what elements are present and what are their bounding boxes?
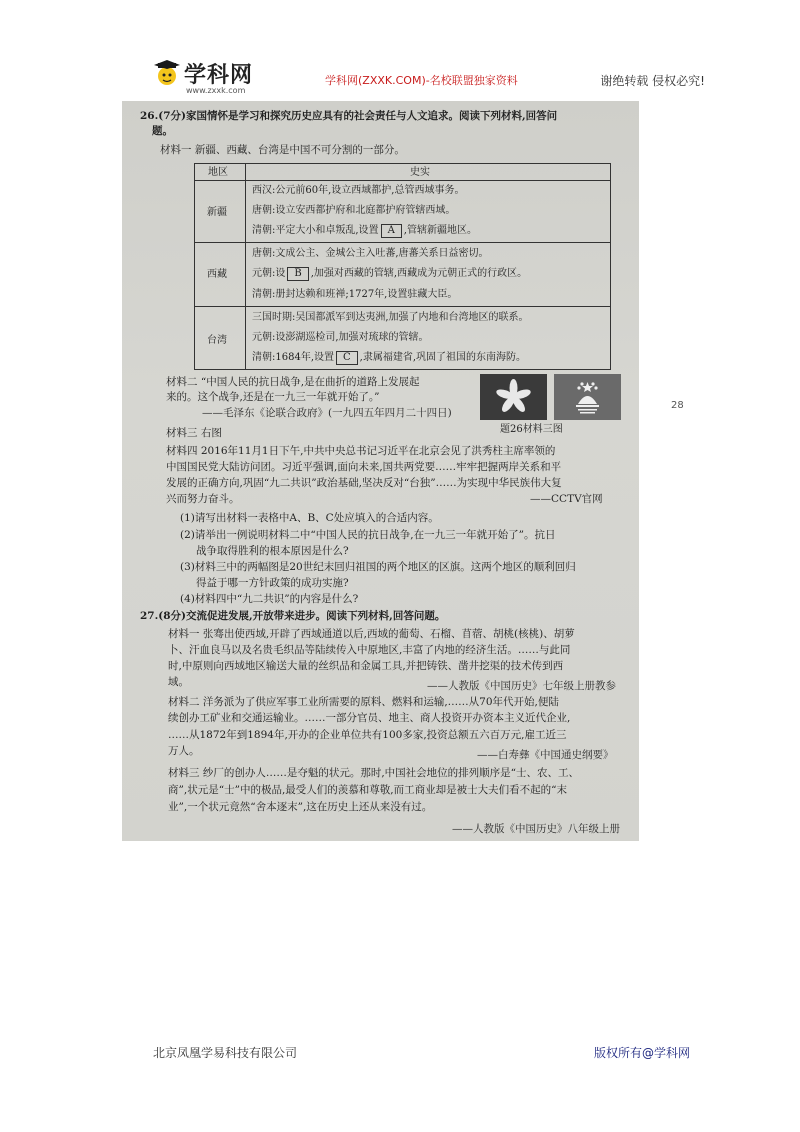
q26-material1-intro: 材料一 新疆、西藏、台湾是中国不可分割的一部分。 [160, 144, 405, 156]
q27-material1-source: ——人教版《中国历史》七年级上册教参 [427, 680, 616, 692]
page-header [150, 52, 705, 102]
q26-sub3-cont: 得益于哪一方针政策的成功实施? [196, 577, 349, 589]
table-fact-with-blank: 清朝:1684年,设置 C ,隶属福建省,巩固了祖国的东南海防。 [252, 352, 527, 363]
table-fact-with-blank: 元朝:设 B ,加强对西藏的管辖,西藏成为元朝正式的行政区。 [252, 268, 528, 279]
q26-title-line2: 题。 [152, 125, 173, 137]
q27-material1-line: 时,中原则向西域地区输送大量的丝织品和金属工具,并把铸铁、凿井挖渠的技术传到西 [168, 660, 564, 672]
table-fact: 元朝:设澎湖巡检司,加强对琉球的管辖。 [252, 332, 429, 343]
flags-caption: 题26材料三图 [500, 424, 563, 435]
blank-box-a: A [381, 224, 402, 238]
table-fact-with-blank: 清朝:平定大小和卓叛乱,设置 A ,管辖新疆地区。 [252, 225, 477, 236]
q26-sub1: (1)请写出材料一表格中A、B、C处应填入的合适内容。 [180, 512, 439, 524]
table-region-taiwan: 台湾 [207, 335, 227, 346]
footer-copyright: 版权所有@学科网 [594, 1046, 691, 1060]
header-right-text: 谢绝转载 侵权必究! [600, 74, 705, 88]
logo-text: 学科网 [184, 62, 254, 88]
q26-sub3: (3)材料三中的两幅图是20世纪末回归祖国的两个地区的区旗。这两个地区的顺利回归 [180, 561, 576, 573]
table-region-xinjiang: 新疆 [207, 207, 227, 218]
q26-material4-source: ——CCTV官网 [530, 493, 603, 505]
q26-sub4: (4)材料四中“九二共识”的内容是什么? [180, 593, 359, 605]
q27-material2-line: 续创办工矿业和交通运输业。……一部分官员、地主、商人投资开办资本主义近代企业, [168, 712, 571, 724]
blank-box-c: C [336, 351, 358, 365]
blank-box-b: B [287, 267, 308, 281]
q27-material2-source: ——白寿彝《中国通史纲要》 [477, 749, 614, 761]
q27-material3-line: 材料三 纱厂的创办人……是夺魁的状元。那时,中国社会地位的排列顺序是“士、农、工、 [168, 767, 580, 779]
table-fact: 西汉:公元前60年,设立西域都护,总管西域事务。 [252, 185, 465, 196]
q26-material3: 材料三 右图 [166, 427, 222, 439]
table-header-facts: 史实 [410, 167, 430, 178]
table-header-region: 地区 [208, 167, 228, 178]
header-center-text: 学科网(ZXXK.COM)-名校联盟独家资料 [325, 74, 518, 87]
table-fact: 清朝:册封达赖和班禅;1727年,设置驻藏大臣。 [252, 289, 458, 300]
table-fact: 唐朝:文成公主、金城公主入吐蕃,唐蕃关系日益密切。 [252, 248, 489, 259]
q26-material4-line1: 材料四 2016年11月1日下午,中共中央总书记习近平在北京会见了洪秀柱主席率领的 [166, 445, 556, 457]
q27-material3-line: 业”,一个状元竟然“舍本逐末”,这在历史上还从来没有过。 [168, 801, 433, 813]
exam-paper-photo [122, 101, 639, 841]
q26-sub2: (2)请举出一例说明材料二中“中国人民的抗日战争,在一九三一年就开始了”。抗日 [180, 529, 556, 541]
macao-flag-image [554, 374, 621, 420]
logo-subtext: www.zxxk.com [186, 86, 246, 95]
q27-material3-line: 商”,状元是“士”中的极品,最受人们的羡慕和尊敬,而工商业却是被士大夫们看不起的“末 [168, 784, 567, 796]
table-region-tibet: 西藏 [207, 269, 227, 280]
q26-material2-source: ——毛泽东《论联合政府》(一九四五年四月二十四日) [202, 407, 452, 419]
q27-material1-line: 卜、汗血良马以及名贵毛织品等陆续传入中原地区,丰富了内地的经济生活。……与此同 [168, 644, 571, 656]
q27-material2-line: 万人。 [168, 745, 200, 757]
q27-material3-source: ——人教版《中国历史》八年级上册 [452, 823, 620, 835]
footer-company: 北京凤凰学易科技有限公司 [153, 1046, 298, 1060]
q26-material4-line2: 中国国民党大陆访问团。习近平强调,面向未来,国共两党要……牢牢把握两岸关系和平 [166, 461, 562, 473]
q26-material4-line3: 发展的正确方向,巩固“九二共识”政治基础,坚决反对“台独”……为实现中华民族伟大复 [166, 477, 562, 489]
q26-sub2-cont: 战争取得胜利的根本原因是什么? [196, 545, 349, 557]
history-table [194, 163, 611, 370]
q27-title: 27.(8分)交流促进发展,开放带来进步。阅读下列材料,回答问题。 [140, 610, 446, 622]
q27-material1-line: 材料一 张骞出使西域,开辟了西域通道以后,西域的葡萄、石榴、苜蓿、胡桃(核桃)、胡萝 [168, 628, 575, 640]
q26-title-line1: 26.(7分)家国情怀是学习和探究历史应具有的社会责任与人文追求。阅读下列材料,回答问 [140, 110, 558, 122]
logo [150, 58, 270, 94]
hong-kong-flag-image [480, 374, 547, 420]
q26-material2-line1: 材料二 “中国人民的抗日战争,是在曲折的道路上发展起 [166, 376, 420, 388]
q26-material2-line2: 来的。这个战争,还是在一九三一年就开始了。” [166, 391, 380, 403]
q27-material2-line: ……从1872年到1894年,开办的企业单位共有100多家,投资总额五六百万元,雇工近三 [168, 729, 567, 741]
q26-material4-line4: 兴而努力奋斗。 [166, 493, 240, 505]
page-number: 28 [671, 400, 684, 411]
logo-mascot-icon [152, 60, 182, 90]
table-fact: 唐朝:设立安西都护府和北庭都护府管辖西域。 [252, 205, 456, 216]
table-fact: 三国时期:吴国都派军到达夷洲,加强了内地和台湾地区的联系。 [252, 312, 529, 323]
q27-material1-line: 域。 [168, 676, 189, 688]
q27-material2-line: 材料二 洋务派为了供应军事工业所需要的原料、燃料和运输,……从70年代开始,便陆 [168, 696, 559, 708]
